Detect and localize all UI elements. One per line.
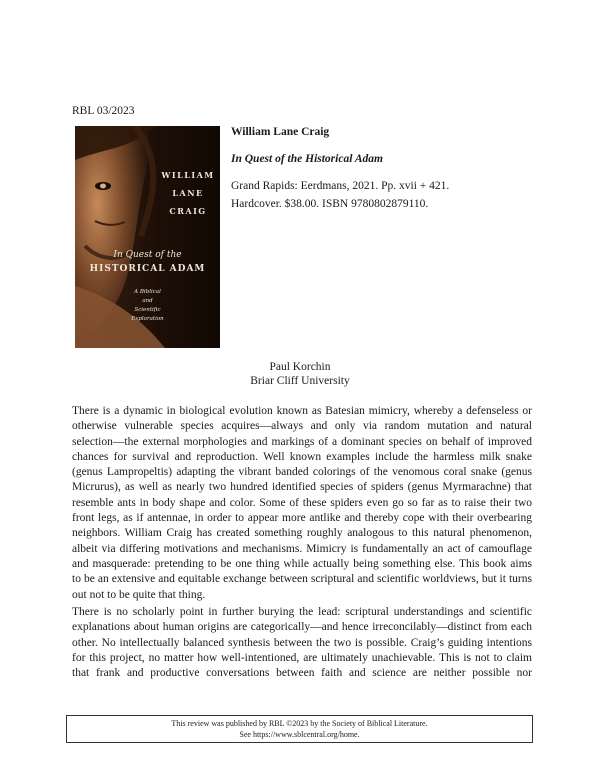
paragraph-line: other. No intellectually balanced synthesis between the two is possible. Craig’s guiding intentions xyxy=(72,636,532,649)
review-paragraph-1 xyxy=(72,404,532,603)
book-binding-price-isbn: Hardcover. $38.00. ISBN 9780802879110. xyxy=(231,198,429,210)
paragraph-line: that frank and productive conversations between faith and science are neither possible nor xyxy=(72,667,532,680)
paragraph-line: for this project, no matter how well-intentioned, are ultimately unachievable. This is not to claim xyxy=(72,651,532,664)
review-paragraph-2 xyxy=(72,605,532,681)
book-publication: Grand Rapids: Eerdmans, 2021. Pp. xvii + 421. xyxy=(231,180,450,192)
book-title: In Quest of the Historical Adam xyxy=(231,153,383,165)
book-cover-image xyxy=(75,126,220,348)
cover-title-big: HISTORICAL ADAM xyxy=(89,264,206,274)
cover-subtitle-line-4: Exploration xyxy=(131,316,164,322)
cover-author-line-3: CRAIG xyxy=(169,206,207,216)
paragraph-line: (genus Lampropeltis) adapting the vibrant banded colorings of the venomous coral snake (genus xyxy=(72,466,532,479)
cover-author-line-1: WILLIAM xyxy=(161,170,215,180)
cover-title-small: In Quest of the xyxy=(113,250,182,260)
cover-subtitle-line-2: and xyxy=(142,298,153,304)
paragraph-line: There is a dynamic in biological evolution known as Batesian mimicry, whereby a defenseless or xyxy=(72,405,532,417)
publication-footer-box xyxy=(66,715,533,743)
book-author: William Lane Craig xyxy=(231,126,330,138)
paragraph-line: selection—the external morphologies and markings of a dominant species on behalf of improved xyxy=(72,435,532,448)
paragraph-line: to be an extensive and equitable exchange between scriptural and scientific worldviews, but it turns xyxy=(72,573,532,586)
paragraph-line: front legs, as if antennae, in order to appear more antlike and thereby cope with their overbearing xyxy=(72,512,532,525)
paragraph-line: There is no scholarly point in further burying the lead: scriptural understandings and scientific xyxy=(72,606,532,618)
cover-author-line-2: LANE xyxy=(172,188,204,198)
journal-issue-label: RBL 03/2023 xyxy=(72,105,135,117)
reviewer-name: Paul Korchin xyxy=(269,361,331,373)
reviewer-affiliation: Briar Cliff University xyxy=(250,375,350,387)
paragraph-line: albeit via differing motivations and mechanisms. Mimicry is fundamentally an act of camouflage xyxy=(72,542,532,555)
paragraph-line: out not to be quite that thing. xyxy=(72,588,206,601)
cover-text-overlay xyxy=(75,126,220,348)
cover-subtitle-line-3: Scientific xyxy=(134,307,161,313)
paragraph-line: explanations about human origins are categorically—and hence irreconcilably—distinct from each xyxy=(72,621,532,634)
paragraph-line: Micrurus), as well as nearly two hundred identified species of spiders (genus Myrmarachne) that xyxy=(72,481,532,494)
paragraph-line: otherwise vulnerable species acquires—always and only via random mutation and natural xyxy=(72,420,532,433)
footer-url-line: See https://www.sblcentral.org/home. xyxy=(239,730,360,739)
footer-copyright-line: This review was published by RBL ©2023 by the Society of Biblical Literature. xyxy=(171,719,428,728)
paragraph-line: and masquerade: pretending to be one thing while actually being something else. This book aims xyxy=(72,557,532,570)
cover-subtitle-line-1: A Biblical xyxy=(134,289,161,295)
paragraph-line: resemble ants in body shape and color. Some of these spiders even go so far as to raise their two xyxy=(72,496,532,509)
paragraph-line: neighbors. William Craig has created something roughly analogous to this natural phenomenon, xyxy=(72,527,532,540)
paragraph-line: chances for survival and reproduction. Well known examples include the harmless milk snake xyxy=(72,450,532,463)
